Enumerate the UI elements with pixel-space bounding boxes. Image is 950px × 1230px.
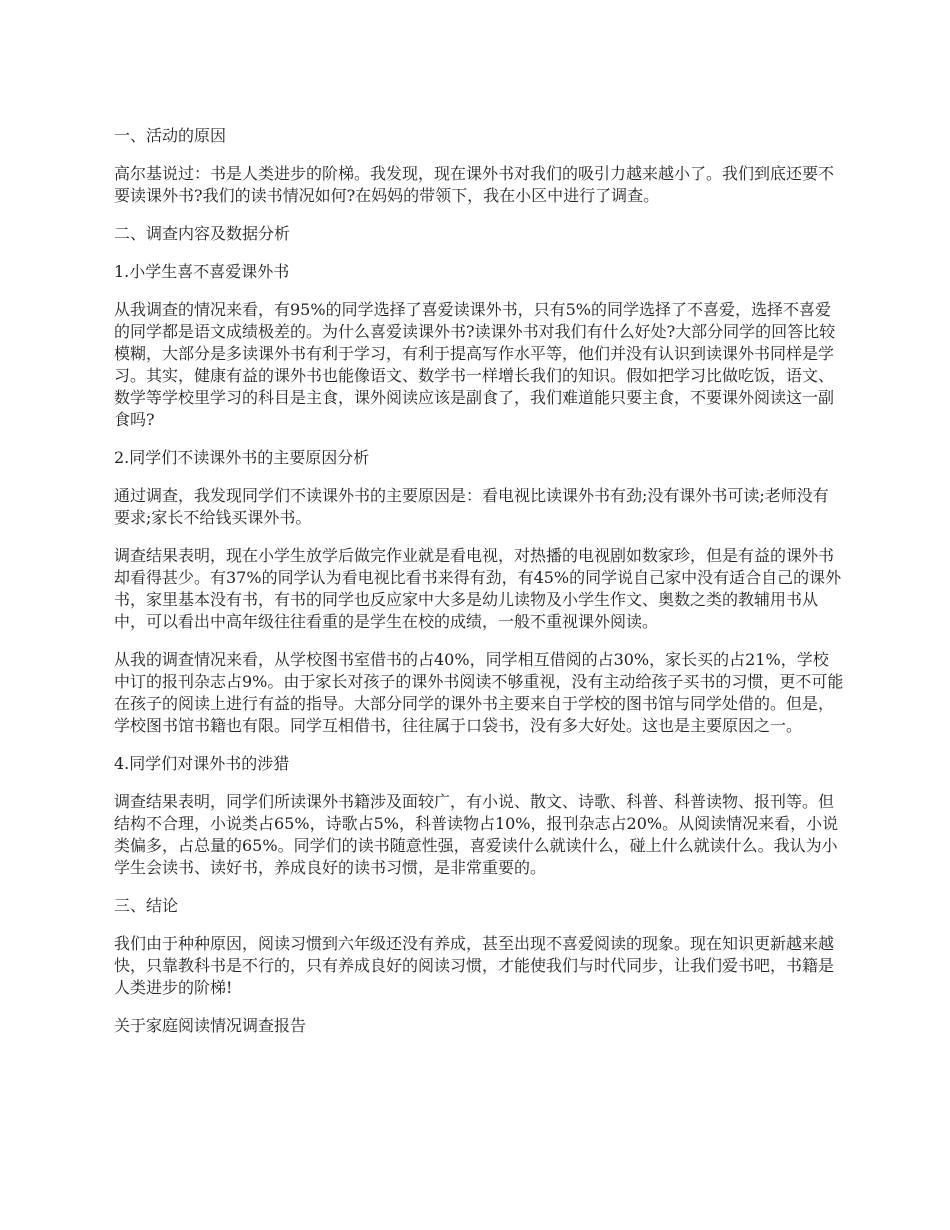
- section-heading-reasons: 一、活动的原因: [114, 126, 227, 145]
- subheading-like-books: 1.小学生喜不喜爱课外书: [114, 262, 290, 281]
- paragraph-like-books: 从我调查的情况来看，有95%的同学选择了喜爱读课外书，只有5%的同学选择了不喜爱，选择不喜爱的同学都是语文成绩极差的。为什么喜爱读课外书?读课外书对我们有什么好处?大部分同学的回答比较模糊，大部分是多读课外书有利于学习，有利于提高写作水平等，他们并没有认识到读课外书同样是学习。其实，健康有益的课外书也能像语文、数学书一样增长我们的知识。假如把学习比做吃饭，语文、数学等学校里学习的科目是主食，课外阅读应该是副食了，我们难道能只要主食，不要课外阅读这一副食吗?: [114, 300, 836, 429]
- paragraph-book-sources: 从我的调查情况来看，从学校图书室借书的占40%，同学相互借阅的占30%，家长买的占21%，学校中订的报刊杂志占9%。由于家长对孩子的课外书阅读不够重视，没有主动给孩子买书的习惯，更不可能在孩子的阅读上进行有益的指导。大部分同学的课外书主要来自于学校的图书馆与同学处借的。但是，学校图书馆书籍也有限。同学互相借书，往往属于口袋书，没有多大好处。这也是主要原因之一。: [114, 650, 844, 735]
- paragraph-main-reasons: 通过调查，我发现同学们不读课外书的主要原因是：看电视比读课外书有劲;没有课外书可读;老师没有要求;家长不给钱买课外书。: [114, 486, 829, 527]
- section-heading-survey: 二、调查内容及数据分析: [114, 224, 291, 243]
- paragraph-reading-range: 调查结果表明，同学们所读课外书籍涉及面较广，有小说、散文、诗歌、科普、科普读物、报刊等。但结构不合理，小说类占65%，诗歌占5%，科普读物占10%，报刊杂志占20%。从阅读情况来看，小说类偏多，占总量的65%。同学们的读书随意性强，喜爱读什么就读什么，碰上什么就读什么。我认为小学生会读书、读好书，养成良好的读书习惯，是非常重要的。: [114, 792, 839, 877]
- section-heading-conclusion: 三、结论: [114, 896, 179, 915]
- subheading-reading-range: 4.同学们对课外书的涉猎: [114, 754, 290, 773]
- subheading-reasons-not-reading: 2.同学们不读课外书的主要原因分析: [114, 448, 370, 467]
- paragraph-intro: 高尔基说过：书是人类进步的阶梯。我发现，现在课外书对我们的吸引力越来越小了。我们到底还要不要读课外书?我们的读书情况如何?在妈妈的带领下，我在小区中进行了调查。: [114, 164, 835, 205]
- paragraph-tv-results: 调查结果表明，现在小学生放学后做完作业就是看电视，对热播的电视剧如数家珍，但是有益的课外书却看得甚少。有37%的同学认为看电视比看书来得有劲，有45%的同学说自己家中没有适合自己的课外书，家里基本没有书，有书的同学也反应家中大多是幼儿读物及小学生作文、奥数之类的教辅用书从中，可以看出中高年级往往看重的是学生在校的成绩，一般不重视课外阅读。: [114, 546, 842, 631]
- report-title-family-reading: 关于家庭阅读情况调查报告: [114, 1016, 307, 1035]
- document-page: [114, 125, 844, 1053]
- paragraph-conclusion: 我们由于种种原因，阅读习惯到六年级还没有养成，甚至出现不喜爱阅读的现象。现在知识更新越来越快，只靠教科书是不行的，只有养成良好的阅读习惯，才能使我们与时代同步，让我们爱书吧，书籍是人类进步的阶梯!: [114, 934, 835, 997]
